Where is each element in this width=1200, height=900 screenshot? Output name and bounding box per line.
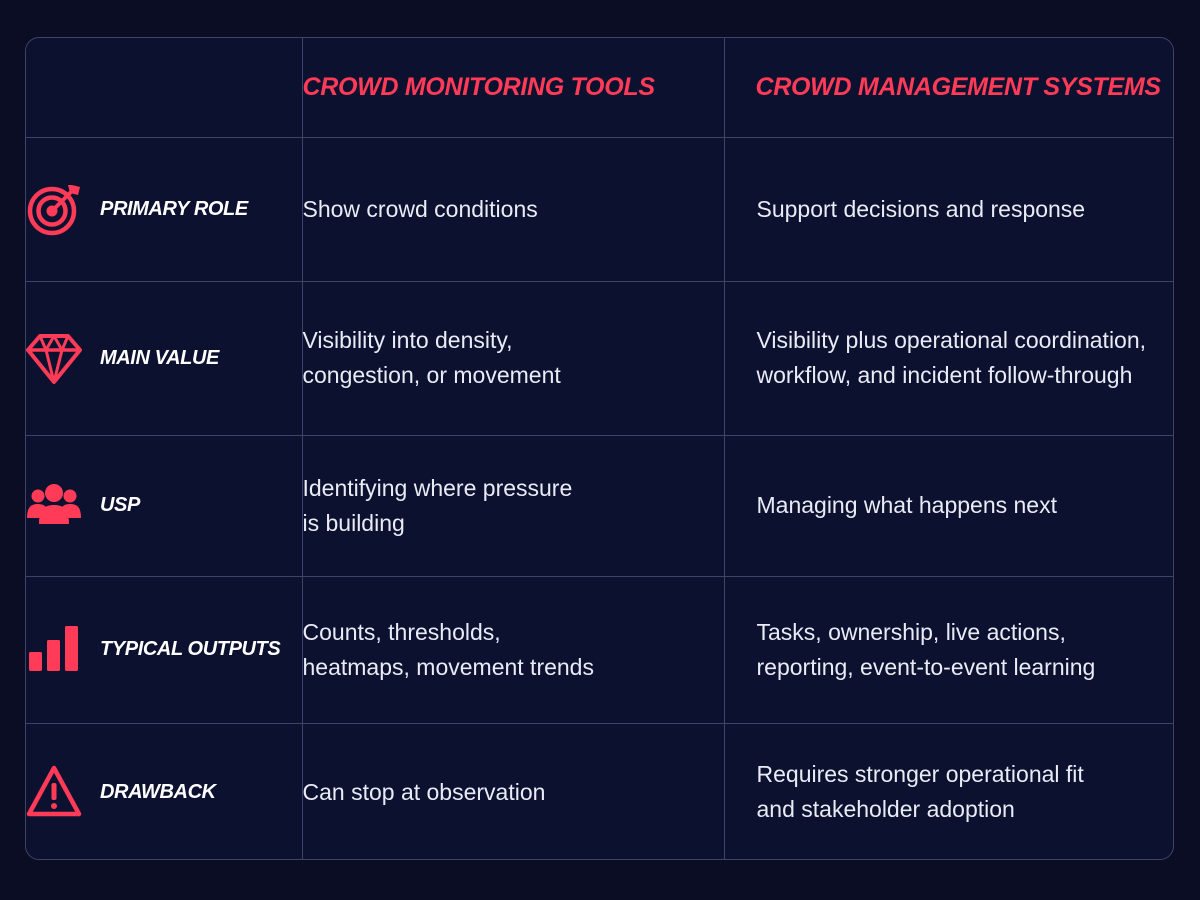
cell-monitoring-primary-role: Show crowd conditions bbox=[302, 137, 724, 281]
row-label-typical-outputs: TYPICAL OUTPUTS bbox=[100, 638, 281, 660]
row-label-usp: USP bbox=[100, 494, 140, 516]
table-row-primary-role bbox=[26, 137, 1174, 281]
cell-monitoring-usp: Identifying where pressure is building bbox=[302, 435, 724, 576]
cell-management-drawback: Requires stronger operational fit and stakeholder adoption bbox=[724, 723, 1174, 860]
table-row-main-value bbox=[26, 281, 1174, 435]
row-label-cell bbox=[26, 576, 302, 723]
header-monitoring-tools: CROWD MONITORING TOOLS bbox=[302, 38, 724, 137]
cell-monitoring-typical-outputs: Counts, thresholds, heatmaps, movement trends bbox=[302, 576, 724, 723]
header-empty-cell bbox=[26, 38, 302, 137]
cell-monitoring-main-value: Visibility into density, congestion, or movement bbox=[302, 281, 724, 435]
warning-icon bbox=[26, 764, 82, 820]
row-label-cell bbox=[26, 435, 302, 576]
table-row-usp bbox=[26, 435, 1174, 576]
row-label-main-value: MAIN VALUE bbox=[100, 346, 219, 369]
cell-management-typical-outputs: Tasks, ownership, live actions, reporting, event-to-event learning bbox=[724, 576, 1174, 723]
header-row bbox=[26, 38, 1174, 137]
users-icon bbox=[26, 478, 82, 534]
bar-chart-icon bbox=[26, 622, 82, 678]
row-label-cell bbox=[26, 281, 302, 435]
cell-management-usp: Managing what happens next bbox=[724, 435, 1174, 576]
diamond-icon bbox=[26, 330, 82, 386]
row-label-drawback: DRAWBACK bbox=[100, 780, 216, 803]
cell-management-primary-role: Support decisions and response bbox=[724, 137, 1174, 281]
row-label-cell bbox=[26, 137, 302, 281]
cell-management-main-value: Visibility plus operational coordination, workflow, and incident follow-through bbox=[724, 281, 1174, 435]
cell-monitoring-drawback: Can stop at observation bbox=[302, 723, 724, 860]
table-row-typical-outputs bbox=[26, 576, 1174, 723]
header-management-systems: CROWD MANAGEMENT SYSTEMS bbox=[724, 38, 1174, 137]
row-label-cell bbox=[26, 723, 302, 860]
comparison-table bbox=[25, 37, 1174, 860]
comparison-grid bbox=[26, 38, 1174, 860]
row-label-primary-role: PRIMARY ROLE bbox=[100, 197, 248, 220]
target-icon bbox=[26, 181, 82, 237]
table-row-drawback bbox=[26, 723, 1174, 860]
